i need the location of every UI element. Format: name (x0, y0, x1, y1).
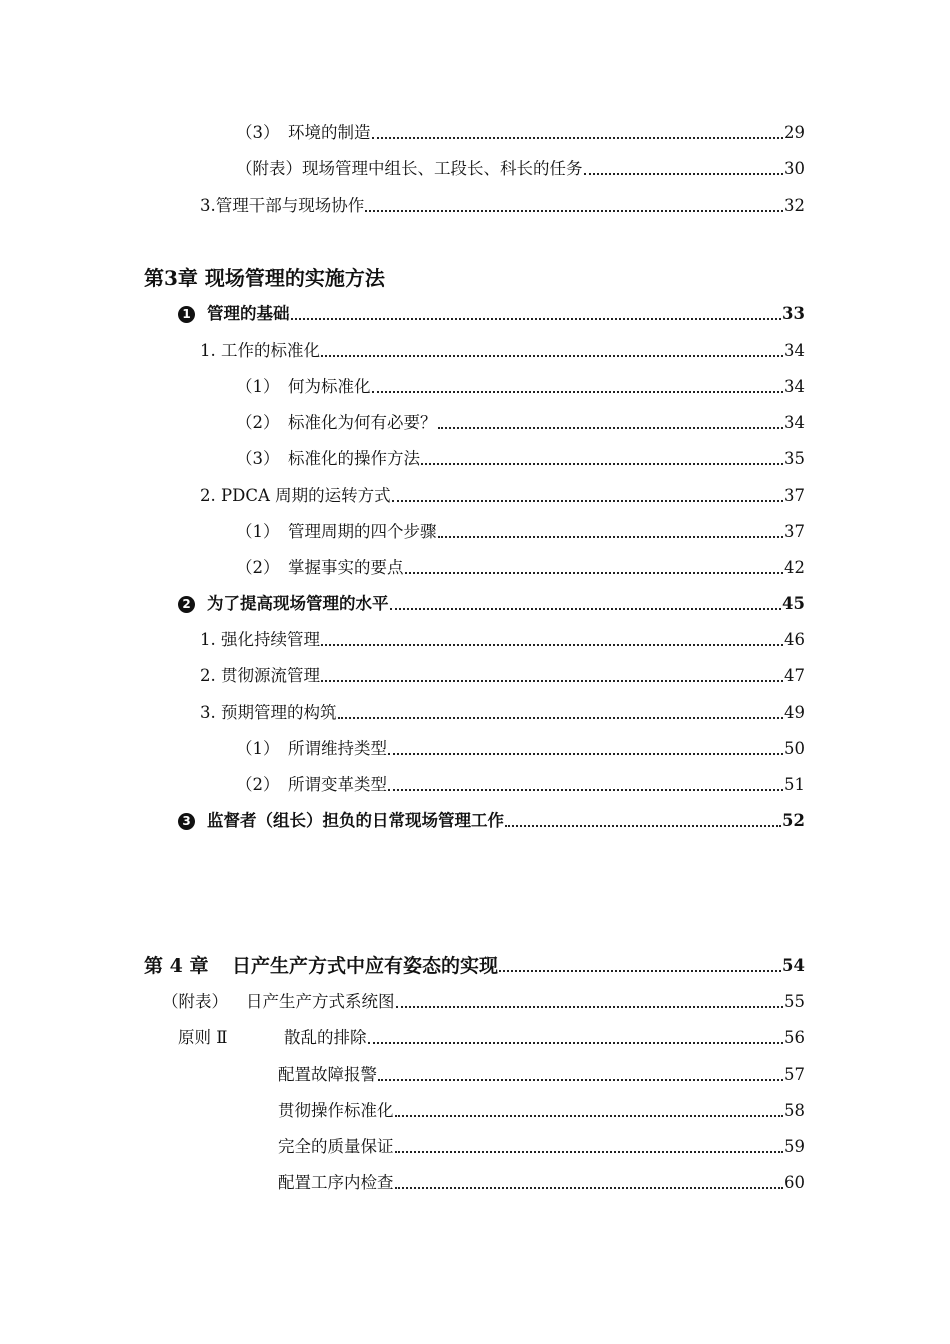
entry-title: 管理的基础 (207, 304, 290, 323)
entry-page: 55 (784, 992, 805, 1011)
entry-page: 32 (784, 196, 805, 215)
toc-entry (200, 698, 805, 724)
entry-page: 56 (784, 1028, 805, 1047)
toc-entry (200, 661, 805, 687)
toc-entry (200, 336, 805, 362)
entry-page: 34 (784, 413, 805, 432)
entry-title: 完全的质量保证 (278, 1137, 394, 1156)
leader-dots (438, 427, 784, 429)
toc-section (178, 589, 805, 615)
leader-dots (395, 1187, 784, 1189)
entry-title: 配置故障报警 (278, 1065, 377, 1084)
toc-entry (278, 1096, 805, 1122)
entry-title: 标准化的操作方法 (288, 449, 420, 468)
toc-entry (278, 1132, 805, 1158)
chapter-number: 第 4 章 (144, 955, 209, 977)
leader-dots (321, 355, 783, 357)
leader-dots (505, 825, 781, 827)
toc-entry (236, 118, 805, 144)
leader-dots (396, 1006, 784, 1008)
entry-title: 1. 强化持续管理 (200, 630, 320, 649)
entry-title: 所谓变革类型 (288, 775, 387, 794)
toc-entry (236, 734, 805, 760)
entry-title: 3. 预期管理的构筑 (200, 703, 337, 722)
leader-dots (584, 173, 784, 175)
entry-page: 49 (784, 703, 805, 722)
bullet-number-icon: 1 (178, 306, 195, 323)
entry-title: （附表）现场管理中组长、工段长、科长的任务 (236, 159, 583, 178)
entry-page: 52 (782, 811, 805, 830)
leader-dots (438, 536, 784, 538)
entry-title: 散乱的排除 (284, 1028, 367, 1047)
entry-page: 42 (784, 558, 805, 577)
entry-title: 3.管理干部与现场协作 (200, 196, 365, 215)
leader-dots (291, 318, 782, 320)
leader-dots (395, 1151, 784, 1153)
chapter-entry (144, 951, 805, 977)
toc-entry (162, 987, 805, 1013)
toc-entry (278, 1168, 805, 1194)
toc-section (178, 299, 805, 325)
entry-number: （3） (236, 449, 280, 468)
toc-entry (200, 625, 805, 651)
leader-dots (499, 970, 781, 972)
toc-entry (178, 1023, 805, 1049)
entry-page: 46 (784, 630, 805, 649)
toc-entry (200, 191, 805, 217)
entry-page: 34 (784, 377, 805, 396)
toc-entry (236, 408, 805, 434)
entry-page: 60 (784, 1173, 805, 1192)
entry-number: （3） (236, 123, 280, 142)
toc-entry (278, 1060, 805, 1086)
bullet-number-icon: 2 (178, 596, 195, 613)
leader-dots (392, 500, 783, 502)
leader-dots (321, 680, 783, 682)
entry-page: 58 (784, 1101, 805, 1120)
entry-title: 配置工序内检查 (278, 1173, 394, 1192)
entry-page: 57 (784, 1065, 805, 1084)
leader-dots (388, 753, 783, 755)
entry-title: 环境的制造 (288, 123, 371, 142)
leader-dots (372, 137, 784, 139)
entry-number: （附表） (162, 992, 228, 1011)
entry-number: 原则 Ⅱ (178, 1028, 228, 1047)
entry-number: （1） (236, 377, 280, 396)
toc-entry (236, 517, 805, 543)
entry-page: 33 (782, 304, 805, 323)
entry-page: 37 (784, 522, 805, 541)
entry-page: 35 (784, 449, 805, 468)
entry-number: （1） (236, 739, 280, 758)
leader-dots (390, 608, 782, 610)
entry-page: 29 (784, 123, 805, 142)
toc-entry (236, 154, 805, 180)
entry-page: 34 (784, 341, 805, 360)
toc-entry (236, 444, 805, 470)
toc-entry (236, 372, 805, 398)
entry-title: 为了提高现场管理的水平 (207, 594, 389, 613)
entry-page: 47 (784, 666, 805, 685)
entry-page: 54 (782, 956, 805, 975)
leader-dots (338, 717, 784, 719)
toc-entry (200, 481, 805, 507)
entry-number: （2） (236, 558, 280, 577)
entry-page: 59 (784, 1137, 805, 1156)
toc-entry (236, 553, 805, 579)
leader-dots (395, 1115, 784, 1117)
entry-title: 管理周期的四个步骤 (288, 522, 437, 541)
leader-dots (421, 463, 783, 465)
leader-dots (378, 1079, 783, 1081)
entry-title: 日产生产方式系统图 (246, 992, 395, 1011)
leader-dots (365, 210, 783, 212)
toc-section (178, 806, 805, 832)
leader-dots (388, 789, 783, 791)
entry-number: （1） (236, 522, 280, 541)
chapter-heading: 第3章 现场管理的实施方法 (144, 266, 385, 290)
entry-title: 掌握事实的要点 (288, 558, 404, 577)
leader-dots (321, 644, 783, 646)
bullet-number-icon: 3 (178, 813, 195, 830)
entry-page: 30 (784, 159, 805, 178)
leader-dots (368, 1042, 784, 1044)
leader-dots (405, 572, 784, 574)
entry-title: 监督者（组长）担负的日常现场管理工作 (207, 811, 504, 830)
entry-title: 所谓维持类型 (288, 739, 387, 758)
entry-page: 45 (782, 594, 805, 613)
entry-title: 2. 贯彻源流管理 (200, 666, 320, 685)
entry-number: （2） (236, 775, 280, 794)
entry-number: （2） (236, 413, 280, 432)
entry-title: 标准化为何有必要？ (288, 413, 437, 432)
entry-title: 1. 工作的标准化 (200, 341, 320, 360)
entry-page: 51 (784, 775, 805, 794)
entry-title: 贯彻操作标准化 (278, 1101, 394, 1120)
entry-title: 日产生产方式中应有姿态的实现 (232, 955, 499, 977)
leader-dots (372, 391, 784, 393)
entry-page: 50 (784, 739, 805, 758)
entry-title: 2. PDCA 周期的运转方式 (200, 486, 391, 505)
entry-page: 37 (784, 486, 805, 505)
entry-title: 何为标准化 (288, 377, 371, 396)
toc-entry (236, 770, 805, 796)
